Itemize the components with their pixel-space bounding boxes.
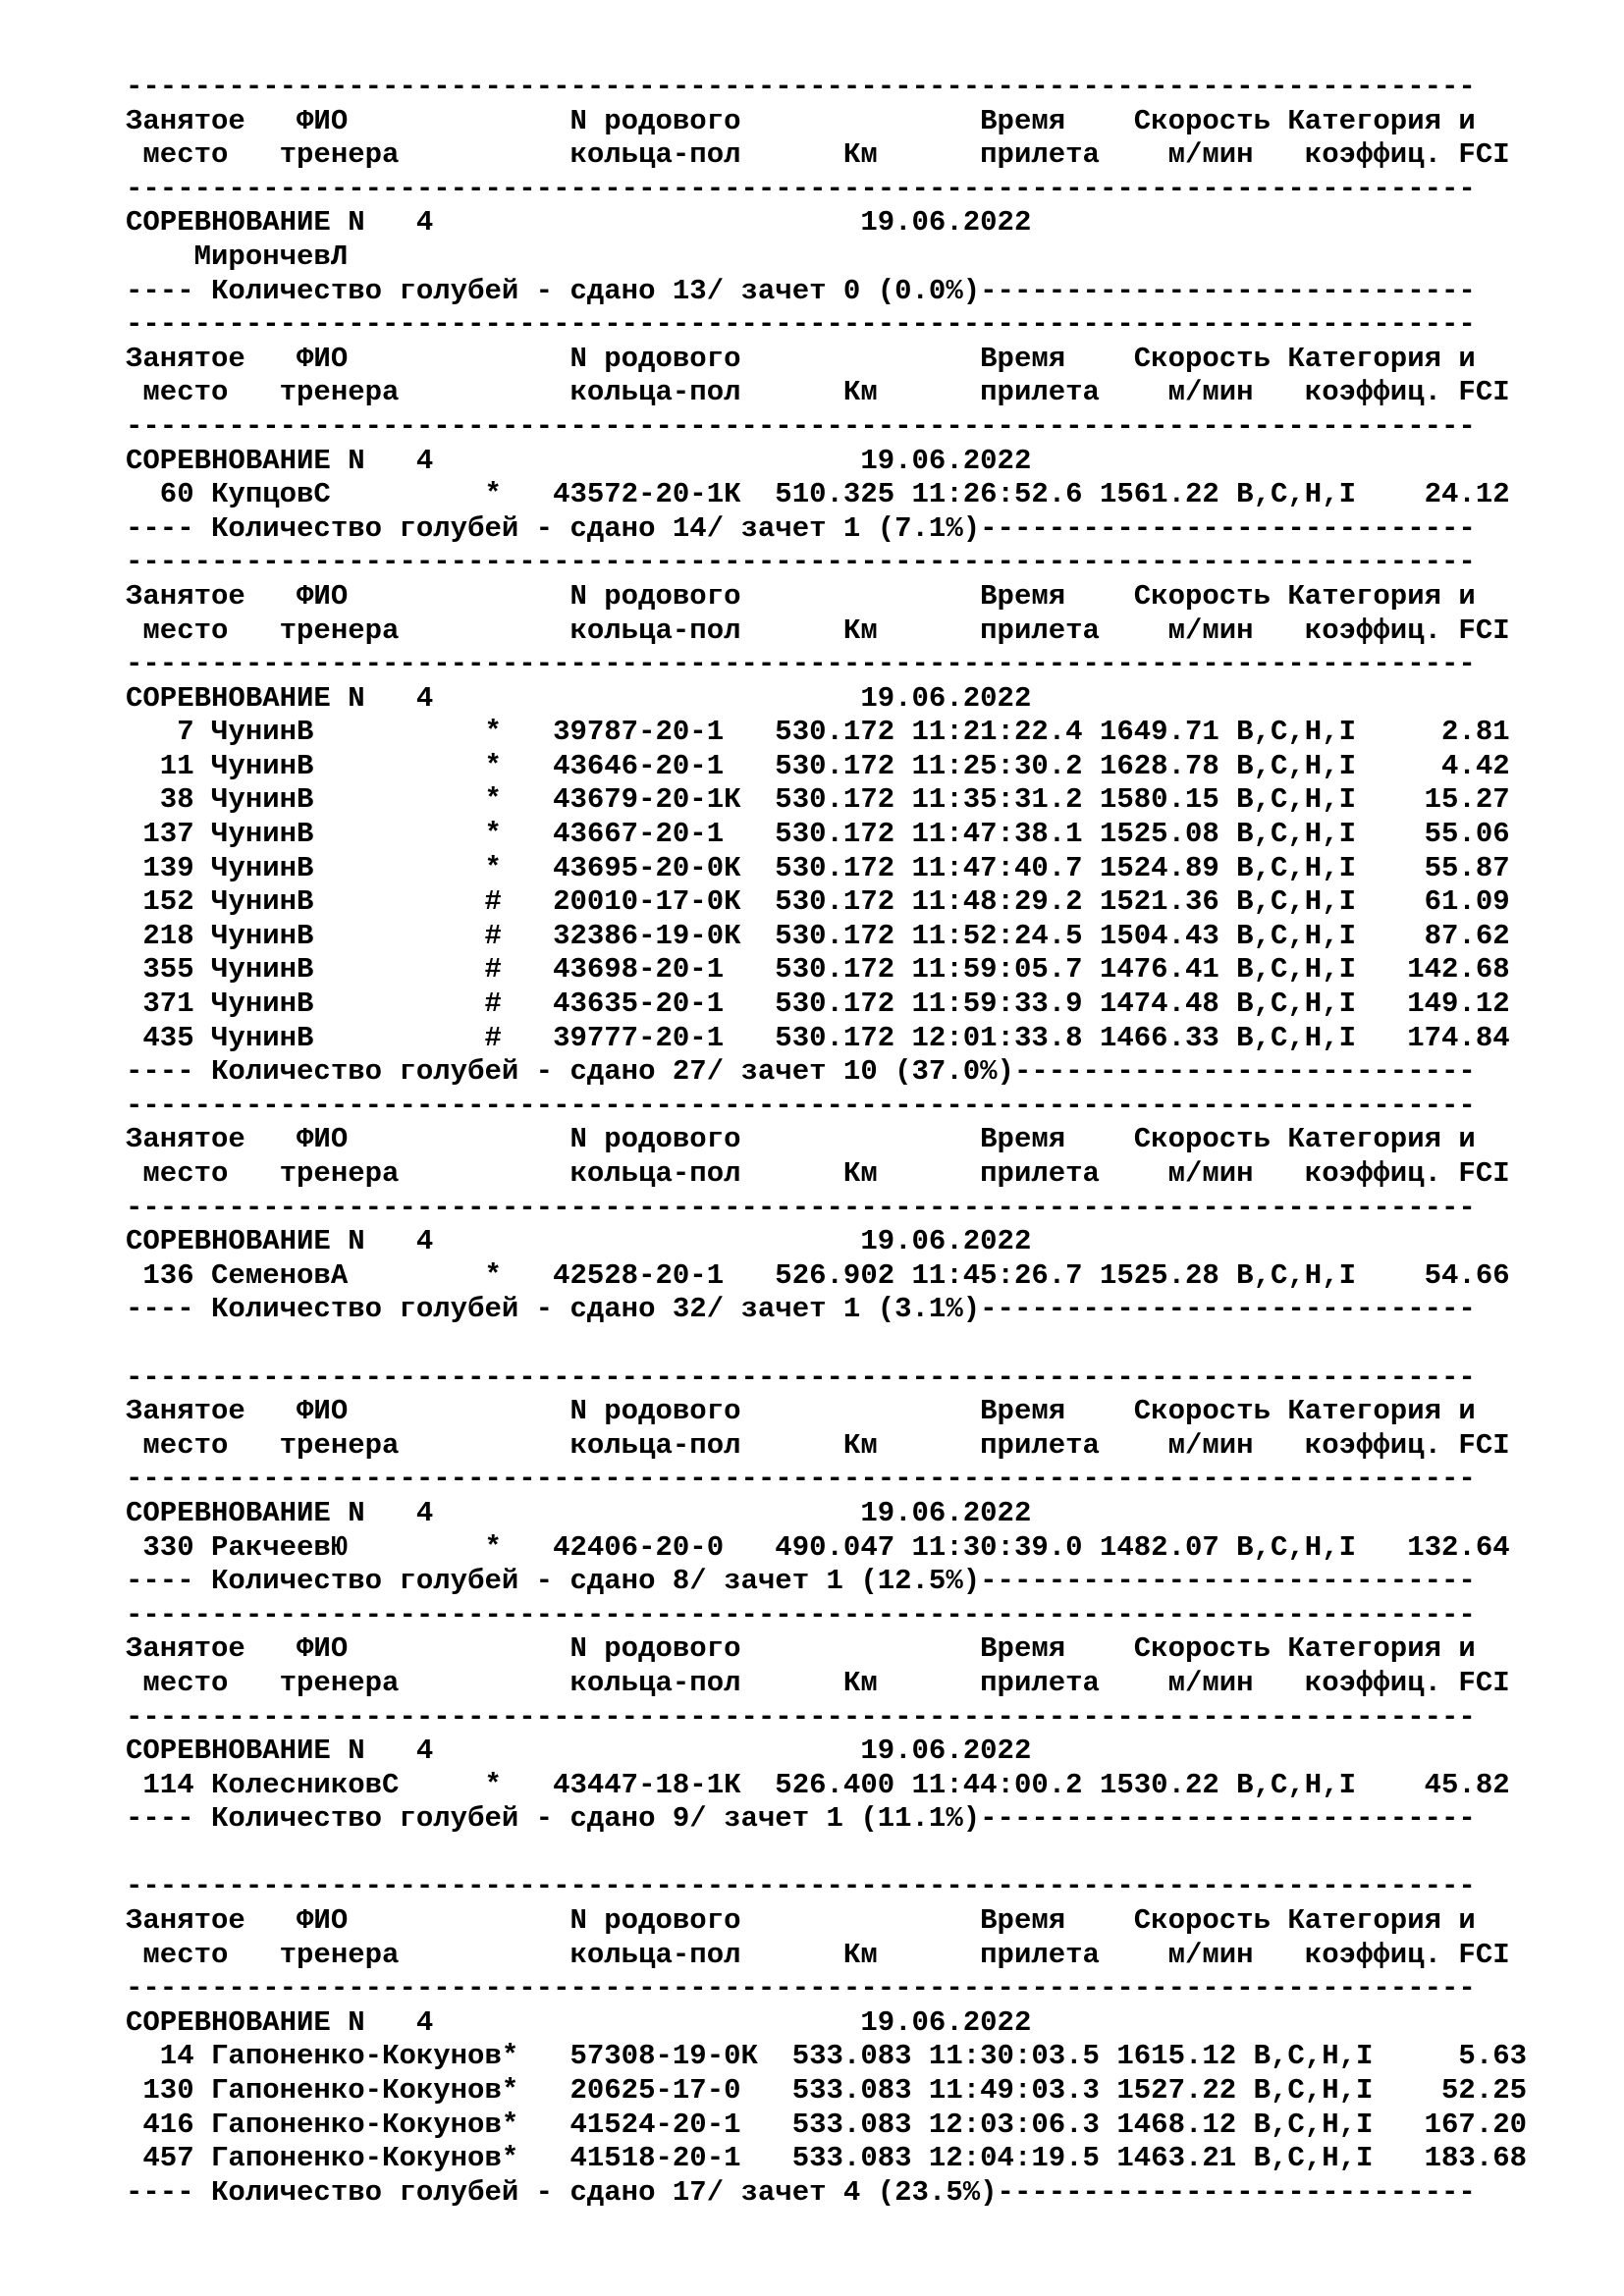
result-row: 355 ЧунинВ # 43698-20-1 530.172 11:59:05.7 1476.41 B,C,H,I 142.68 xyxy=(126,953,1510,987)
competition-title: СОРЕВНОВАНИЕ N 4 19.06.2022 xyxy=(126,2005,1032,2039)
column-header-line: место тренера кольца-пол Км прилета м/мин коэффиц. FCI xyxy=(126,138,1510,172)
column-header-line: Занятое ФИО N родового Время Скорость Категория и xyxy=(126,1904,1476,1938)
summary-line: ---- Количество голубей - сдано 32/ зачет 1 (3.1%)----------------------------- xyxy=(126,1293,1476,1326)
result-row: 7 ЧунинВ * 39787-20-1 530.172 11:21:22.4 1649.71 B,C,H,I 2.81 xyxy=(126,716,1510,749)
column-header-line: место тренера кольца-пол Км прилета м/мин коэффиц. FCI xyxy=(126,1666,1510,1699)
separator-line: ------------------------------------------------------------------------------- xyxy=(126,1089,1476,1122)
column-header-line: место тренера кольца-пол Км прилета м/мин коэффиц. FCI xyxy=(126,1938,1510,1971)
separator-line: ------------------------------------------------------------------------------- xyxy=(126,409,1476,443)
summary-line: ---- Количество голубей - сдано 17/ зачет 4 (23.5%)---------------------------- xyxy=(126,2175,1476,2209)
column-header-line: Занятое ФИО N родового Время Скорость Категория и xyxy=(126,104,1476,137)
column-header-line: Занятое ФИО N родового Время Скорость Категория и xyxy=(126,1632,1476,1666)
separator-line: ------------------------------------------------------------------------------- xyxy=(126,1191,1476,1224)
summary-line: ---- Количество голубей - сдано 8/ зачет 1 (12.5%)----------------------------- xyxy=(126,1565,1476,1598)
result-row: 416 Гапоненко-Кокунов* 41524-20-1 533.083 12:03:06.3 1468.12 B,C,H,I 167.20 xyxy=(126,2108,1528,2141)
separator-line: ------------------------------------------------------------------------------- xyxy=(126,1361,1476,1394)
result-row: 114 КолесниковС * 43447-18-1К 526.400 11:44:00.2 1530.22 B,C,H,I 45.82 xyxy=(126,1768,1510,1801)
result-row: 14 Гапоненко-Кокунов* 57308-19-0К 533.083 11:30:03.5 1615.12 B,C,H,I 5.63 xyxy=(126,2040,1528,2073)
competition-title: СОРЕВНОВАНИЕ N 4 19.06.2022 xyxy=(126,681,1032,715)
column-header-line: место тренера кольца-пол Км прилета м/мин коэффиц. FCI xyxy=(126,614,1510,647)
result-row: МирончевЛ xyxy=(126,240,349,273)
separator-line: ------------------------------------------------------------------------------- xyxy=(126,648,1476,681)
column-header-line: Занятое ФИО N родового Время Скорость Категория и xyxy=(126,1395,1476,1428)
result-row: 137 ЧунинВ * 43667-20-1 530.172 11:47:38.1 1525.08 B,C,H,I 55.06 xyxy=(126,818,1510,851)
block-spacer xyxy=(126,1837,1598,1871)
column-header-line: место тренера кольца-пол Км прилета м/мин коэффиц. FCI xyxy=(126,1428,1510,1462)
result-row: 11 ЧунинВ * 43646-20-1 530.172 11:25:30.2 1628.78 B,C,H,I 4.42 xyxy=(126,749,1510,782)
race-results-document xyxy=(126,71,1598,2210)
separator-line: ------------------------------------------------------------------------------- xyxy=(126,1870,1476,1903)
separator-line: ------------------------------------------------------------------------------- xyxy=(126,308,1476,342)
separator-line: ------------------------------------------------------------------------------- xyxy=(126,546,1476,579)
separator-line: ------------------------------------------------------------------------------- xyxy=(126,71,1476,103)
result-row: 457 Гапоненко-Кокунов* 41518-20-1 533.083 12:04:19.5 1463.21 B,C,H,I 183.68 xyxy=(126,2142,1528,2175)
result-row: 136 СеменовА * 42528-20-1 526.902 11:45:26.7 1525.28 B,C,H,I 54.66 xyxy=(126,1258,1510,1292)
result-row: 371 ЧунинВ # 43635-20-1 530.172 11:59:33.9 1474.48 B,C,H,I 149.12 xyxy=(126,988,1510,1021)
summary-line: ---- Количество голубей - сдано 27/ зачет 10 (37.0%)--------------------------- xyxy=(126,1055,1476,1089)
competition-title: СОРЕВНОВАНИЕ N 4 19.06.2022 xyxy=(126,1496,1032,1529)
result-row: 38 ЧунинВ * 43679-20-1К 530.172 11:35:31.2 1580.15 B,C,H,I 15.27 xyxy=(126,783,1510,817)
result-row: 130 Гапоненко-Кокунов* 20625-17-0 533.083 11:49:03.3 1527.22 B,C,H,I 52.25 xyxy=(126,2074,1528,2108)
separator-line: ------------------------------------------------------------------------------- xyxy=(126,1972,1476,2005)
column-header-line: место тренера кольца-пол Км прилета м/мин коэффиц. FCI xyxy=(126,1157,1510,1190)
result-row: 152 ЧунинВ # 20010-17-0К 530.172 11:48:29.2 1521.36 B,C,H,I 61.09 xyxy=(126,885,1510,919)
result-row: 218 ЧунинВ # 32386-19-0К 530.172 11:52:24.5 1504.43 B,C,H,I 87.62 xyxy=(126,919,1510,952)
result-row: 330 РакчеевЮ * 42406-20-0 490.047 11:30:39.0 1482.07 B,C,H,I 132.64 xyxy=(126,1530,1510,1564)
column-header-line: Занятое ФИО N родового Время Скорость Категория и xyxy=(126,1123,1476,1156)
result-row: 435 ЧунинВ # 39777-20-1 530.172 12:01:33.8 1466.33 B,C,H,I 174.84 xyxy=(126,1021,1510,1054)
result-row: 60 КупцовС * 43572-20-1К 510.325 11:26:52.6 1561.22 B,C,H,I 24.12 xyxy=(126,478,1510,511)
summary-line: ---- Количество голубей - сдано 13/ зачет 0 (0.0%)----------------------------- xyxy=(126,274,1476,307)
competition-title: СОРЕВНОВАНИЕ N 4 19.06.2022 xyxy=(126,444,1032,477)
result-row: 139 ЧунинВ * 43695-20-0К 530.172 11:47:40.7 1524.89 B,C,H,I 55.87 xyxy=(126,851,1510,884)
column-header-line: место тренера кольца-пол Км прилета м/мин коэффиц. FCI xyxy=(126,376,1510,409)
separator-line: ------------------------------------------------------------------------------- xyxy=(126,1598,1476,1631)
separator-line: ------------------------------------------------------------------------------- xyxy=(126,172,1476,205)
competition-title: СОРЕВНОВАНИЕ N 4 19.06.2022 xyxy=(126,1735,1032,1768)
column-header-line: Занятое ФИО N родового Время Скорость Категория и xyxy=(126,342,1476,375)
block-spacer xyxy=(126,1327,1598,1362)
competition-title: СОРЕВНОВАНИЕ N 4 19.06.2022 xyxy=(126,1225,1032,1258)
competition-title: СОРЕВНОВАНИЕ N 4 19.06.2022 xyxy=(126,206,1032,240)
separator-line: ------------------------------------------------------------------------------- xyxy=(126,1463,1476,1496)
summary-line: ---- Количество голубей - сдано 14/ зачет 1 (7.1%)----------------------------- xyxy=(126,511,1476,545)
separator-line: ------------------------------------------------------------------------------- xyxy=(126,1700,1476,1734)
column-header-line: Занятое ФИО N родового Время Скорость Категория и xyxy=(126,579,1476,613)
summary-line: ---- Количество голубей - сдано 9/ зачет 1 (11.1%)----------------------------- xyxy=(126,1802,1476,1836)
